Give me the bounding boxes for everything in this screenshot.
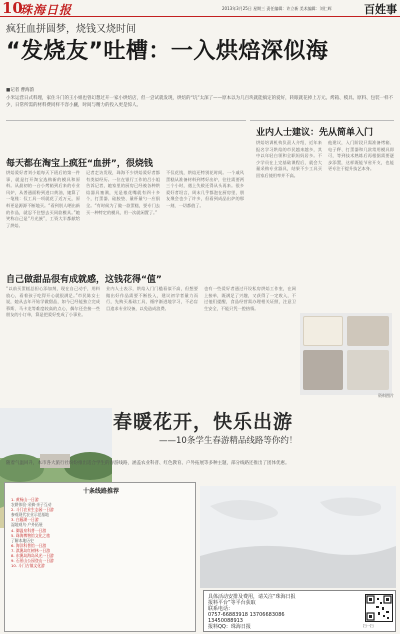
subhead-2: 自己做甜品很有成就感，这钱花得“值” (6, 275, 162, 285)
article-kicker: 疯狂血拼圆梦，烧钱又烧时间 (6, 24, 136, 35)
article-column: “以前买蛋糕总担心添加剂，现在自己动手，用料放心，看着孩子吃得开心就很满足。”市民陈女士说，她从去年开始学做甜品，如今已经能独立完成慕斯、马卡龙等难度较高的点心，偶尔还会接一些朋友的小订单，算是把爱好变成了小事业。 (6, 286, 100, 318)
list-item: 5. 珠海博物馆文化之旅 (11, 532, 51, 538)
list-item: 湿地观鸟·户外拓展 (11, 522, 43, 528)
contact-box (203, 590, 396, 632)
contact-line: 0757-66883918 13706683086 (208, 612, 285, 618)
list-item: 8. 东澳岛海岛风光一日游 (11, 553, 54, 559)
subhead-3: 业内人士建议：先从简单入门 (256, 128, 374, 138)
baking-photo (303, 350, 343, 390)
masthead (0, 0, 400, 17)
route-list (11, 497, 193, 568)
article-lead: 小米运营日式料理，家住斗门的王小姐也曾幻想过开一家小烘焙店，但一尝试就发现，烘焙的“坑”太深了——原本以为几百块就能搞定的爱好，转眼就花掉上万元。烤箱、模具、原料、包装一样不少，日常所需的材料费同样不容小觑，时间与精力的投入更是惊人。 (6, 96, 394, 108)
list-item: 1. 黄杨山一日游 (11, 497, 39, 502)
outing-headline: 春暖花开，快乐出游 (113, 411, 294, 433)
list-item: 6. 海洋科普馆一日游 (11, 542, 47, 548)
section-name: 百姓事 (364, 3, 397, 16)
article-column: 业内人士表示，烘焙入门门槛看似不高，但想要做出好作品需要不断投入，建议初学者量力而行，先购买基础工具，循序渐进地学习，不必盲目追求专业设备，以免造成浪费。 (106, 286, 198, 311)
list-item: 了解本地历史 (11, 537, 34, 543)
qr-code-icon (365, 594, 393, 622)
subhead-1: 每天都在淘宝上疯狂“血拼”，很烧钱 (6, 159, 153, 169)
contact-line: 具体活动安排及费用，请关注“珠海日报 (208, 594, 296, 600)
issue-meta: 2013年3月25日 星期三 责任编辑：许立新 美术编辑：刘仁辉 (222, 6, 332, 11)
divider (6, 120, 246, 121)
outing-intro: 随着气温回升，本市各大旅行社纷纷推出适合学生的春游线路，涵盖农业科普、红色教育、户外拓展等多种主题，部分线路还推出了团体优惠。 (6, 461, 290, 466)
divider (250, 120, 394, 121)
article-column: 不仅花钱，烘焙还特别花时间。一个戚风蛋糕从准备材料到烤好出炉，往往需要两三个小时，遇上失败还得从头再来。很多爱好者坦言，周末几乎都泡在厨房里，朋友聚会也少了许多，但看到成品出炉的那一刻，一切都值了。 (166, 170, 244, 208)
list-item: 农耕体验·采摘·亲子互动 (11, 502, 52, 508)
article-column: 也有一些爱好者通过开设私房烘焙工作室，在网上接单，既满足了兴趣，又获得了一定收入，不过他们提醒，食品经营需办理相关证照，注意卫生安全，不能只凭一腔热情。 (204, 286, 296, 311)
baking-photo-collage (300, 313, 392, 395)
baking-photo (347, 316, 389, 346)
contact-line: 13450088913 (208, 618, 243, 624)
outing-subtitle: ——10条学生春游精品线路等你约！ (159, 436, 298, 446)
article-headline: “发烧友”吐槽：一入烘焙深似海 (6, 39, 329, 64)
list-item: 10. 斗门古镇文化游 (11, 563, 45, 569)
page-number: 10 (2, 0, 23, 17)
list-item: 7. 淇澳岛红树林一日游 (11, 547, 51, 553)
reporter-line: ■记者 曹海韵 (6, 88, 35, 93)
article-column: 他建议，入门阶段只需准备烤箱、电子秤、打蛋器和几款常用模具即可，等到技术熟练后再根据需要逐步添置，这样既能节省开支，也能更专注于提升技艺本身。 (328, 140, 394, 172)
list-item: 4. 御温泉科普一日游 (11, 527, 47, 533)
baking-photo (347, 350, 389, 390)
paper-name: 珠海日报 (20, 3, 73, 17)
contact-line: 联系电话： (208, 606, 234, 612)
article-column: 烘焙培训机构负责人介绍，近年来报名学习烘焙的市民越来越多，其中以年轻白领和全职妈妈居多。不少学员在上完基础课程后，就会大量采购专业器具，结果不少工具买回家后使用率并不高。 (256, 140, 322, 178)
list-item: 3. 白藤湖一日游 (11, 517, 39, 523)
article-column: 记者走访发现，珠海不少烘焙爱好者都有类似经历。一位在银行工作的吕小姐告诉记者，她家里的厨房已经被各种烘焙器具塞满，光是裱花嘴就有四十多个，打蛋器、硅胶垫、量杯量勺一应俱全。“有时候为了做一款蛋糕，要专门去买一种特定的模具，用一次就闲置了。” (86, 170, 160, 215)
list-item: 参观现代农业示范基地 (11, 512, 49, 518)
contact-line: 报料QQ：珠海日报 (208, 624, 251, 630)
sky-landscape-photo (200, 486, 396, 588)
list-item: 9. 石景山公园登山一日游 (11, 558, 54, 564)
qr-label: 扫一扫 (363, 624, 374, 628)
article-column: 烘焙爱好者刘小姐每天下班后的第一件事，就是打开淘宝选购新的模具和原料。从最初的一台小烤箱到后来的专业风炉，从普通面粉到进口黄油，她算了一笔账：仅工具一项就花了近万元，原料更是源源不断地买。“看到别人晒出新的作品，就忍不住想去买同款模具。”她笑称自己是“月光族”，工资大半都献给了烘焙。 (6, 170, 80, 228)
route-box-title: 十条线路推荐 (82, 488, 119, 495)
baking-photo (303, 316, 343, 346)
list-item: 2. 斗门农业生态园一日游 (11, 507, 54, 513)
contact-line: 报料平台”等平台获取 (208, 600, 256, 606)
route-box (4, 482, 196, 632)
photo-credit: 资料图片 (378, 393, 394, 398)
